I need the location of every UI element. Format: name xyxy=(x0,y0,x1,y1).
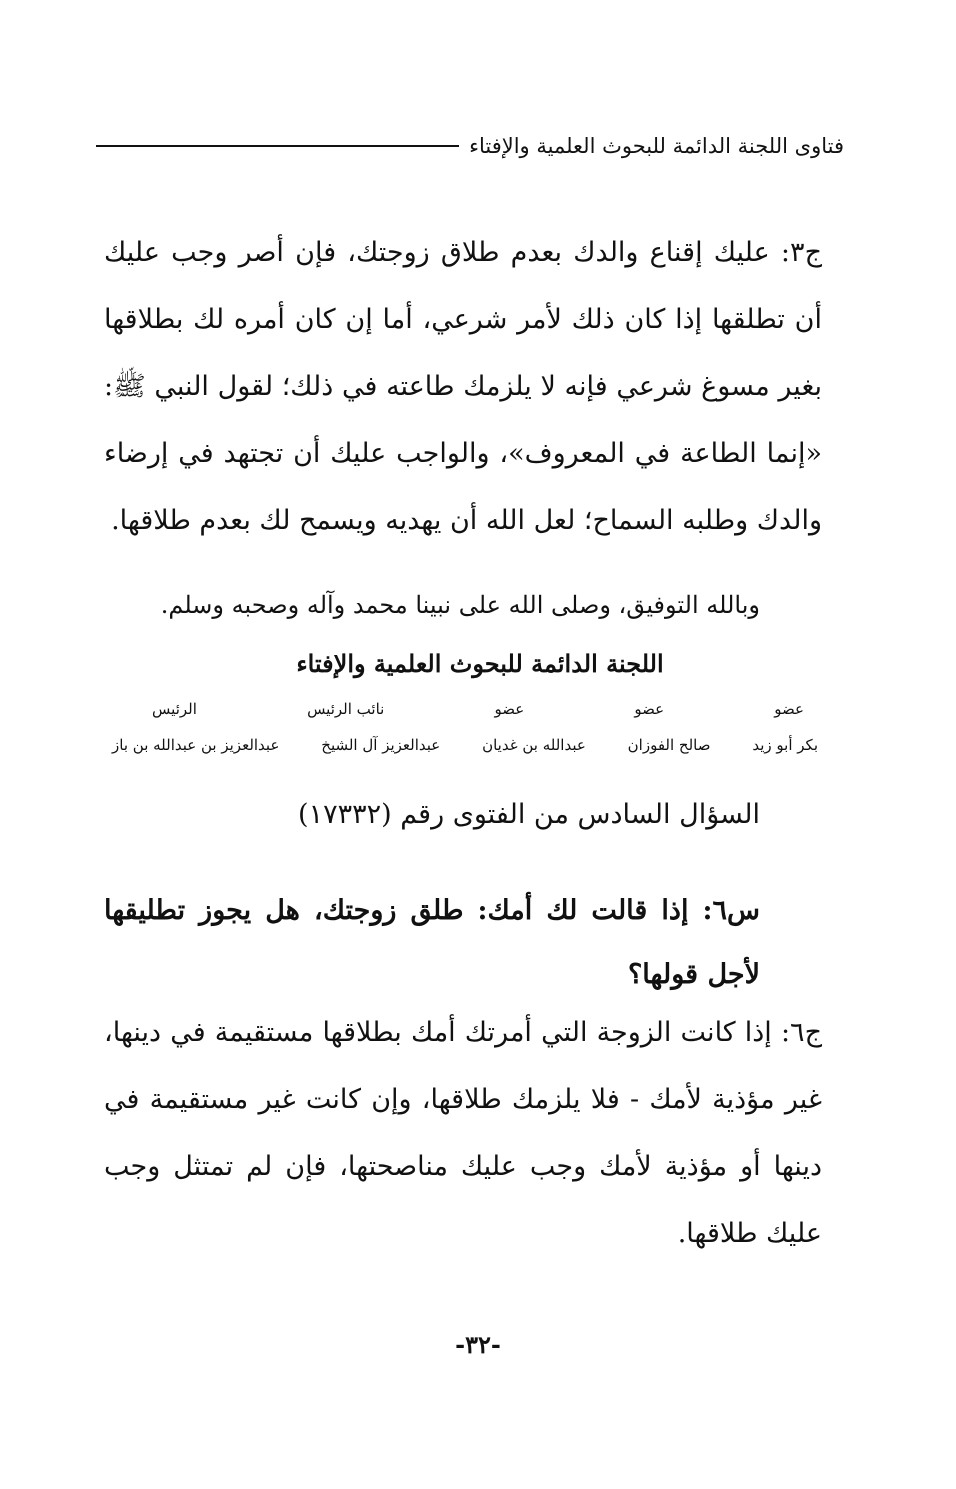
signature-role: نائب الرئيس xyxy=(307,700,385,718)
signature-role: الرئيس xyxy=(152,700,197,718)
signature-role: عضو xyxy=(774,700,804,718)
answer-6-paragraph: ج٦: إذا كانت الزوجة التي أمرتك أمك بطلاقها مستقيمة في دينها، غير مؤذية لأمك - فلا يلزمك طلاقها، وإن كانت غير مستقيمة في دينها أو مؤذية لأمك وجب عليك مناصحتها، فإن لم تمتثل وجب عليك طلاقها. xyxy=(104,1017,822,1249)
running-title: فتاوى اللجنة الدائمة للبحوث العلمية والإفتاء xyxy=(469,134,844,158)
closing-line: وبالله التوفيق، وصلى الله على نبينا محمد وآله وصحبه وسلم. xyxy=(160,591,760,619)
signature-name: عبدالعزيز بن عبدالله بن باز xyxy=(112,736,280,754)
signature-name: عبدالعزيز آل الشيخ xyxy=(321,736,441,754)
header-rule xyxy=(96,145,459,147)
signature-roles xyxy=(112,697,818,721)
answer-3-paragraph: ج٣: عليك إقناع والدك بعدم طلاق زوجتك، فإن أصر وجب عليك أن تطلقها إذا كان ذلك لأمر شرعي، أما إن كان أمره لك بطلاقها بغير مسوغ شرعي فإنه لا يلزمك طاعته في ذلك؛ لقول النبي ﷺ: «إنما الطاعة في المعروف»، والواجب عليك أن تجتهد في إرضاء والدك وطلبه السماح؛ لعل الله أن يهديه ويسمح لك بعدم طلاقها. xyxy=(104,237,822,536)
signature-names xyxy=(112,733,818,757)
signature-name: بكر أبو زيد xyxy=(752,736,818,754)
signature-name: صالح الفوزان xyxy=(627,736,711,754)
running-header xyxy=(96,128,844,164)
page-number: -٣٢- xyxy=(455,1330,501,1359)
signature-name: عبدالله بن غديان xyxy=(482,736,586,754)
signature-role: عضو xyxy=(634,700,665,718)
question-6: س٦: إذا قالت لك أمك: طلق زوجتك، هل يجوز تطليقها لأجل قولها؟ xyxy=(104,895,761,990)
committee-title: اللجنة الدائمة للبحوث العلمية والإفتاء xyxy=(296,649,664,678)
signature-role: عضو xyxy=(494,700,525,718)
question-title: السؤال السادس من الفتوى رقم (١٧٣٣٢) xyxy=(298,799,760,830)
